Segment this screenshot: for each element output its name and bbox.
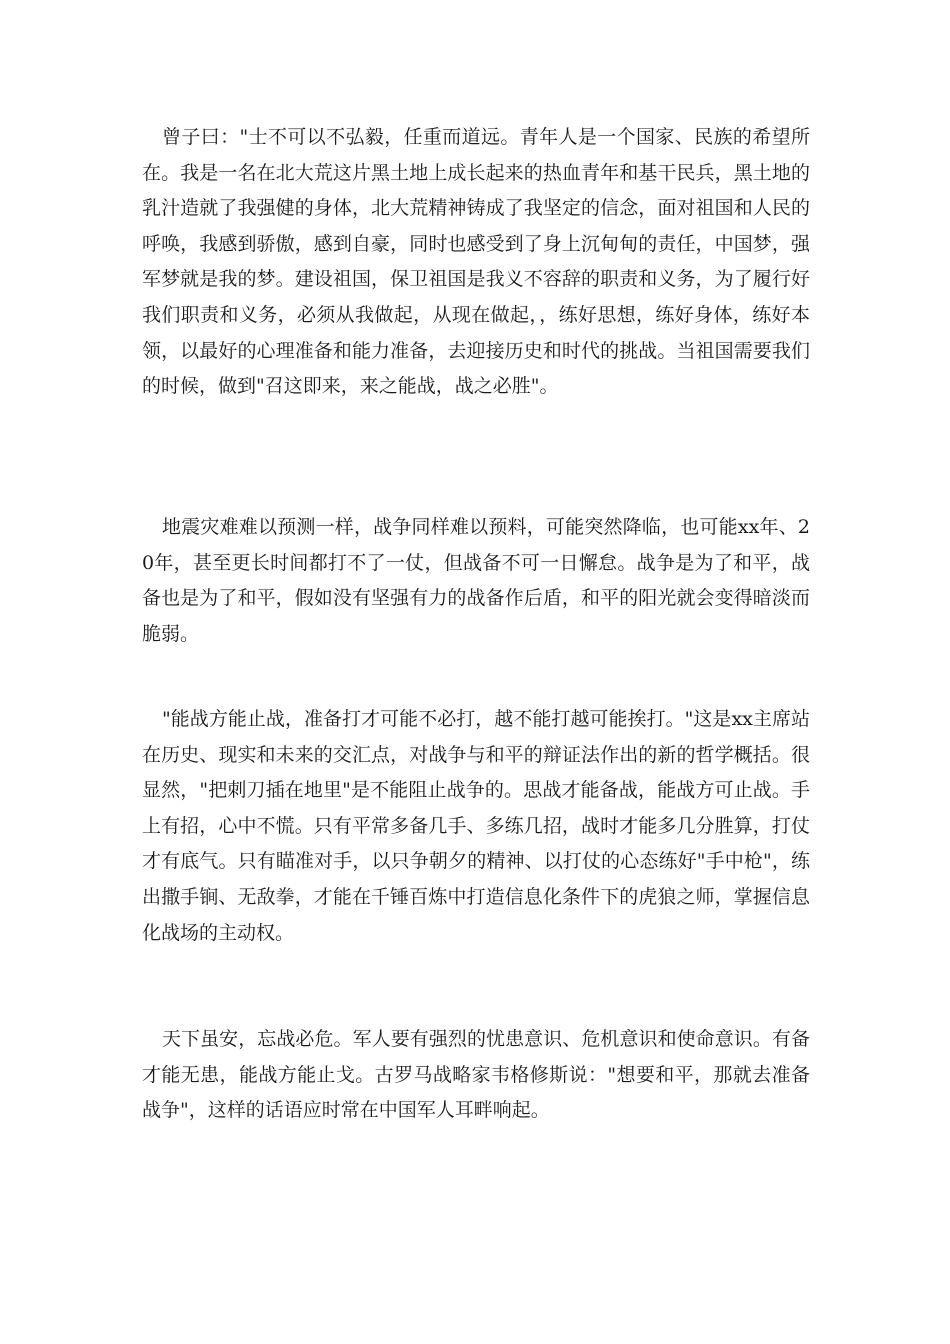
paragraph-1: 曾子曰："士不可以不弘毅，任重而道远。青年人是一个国家、民族的希望所在。我是一名在北大荒这片黑土地上成长起来的热血青年和基干民兵，黑土地的乳汁造就了我强健的身体，北大荒精神铸成了我坚定的信念，面对祖国和人民的呼唤，我感到骄傲，感到自豪，同时也感受到了身上沉甸甸的责任，中国梦，强军梦就是我的梦。建设祖国，保卫祖国是我义不容辞的职责和义务，为了履行好我们职责和义务，必须从我做起，从现在做起，，练好思想，练好身体，练好本领，以最好的心理准备和能力准备，去迎接历史和时代的挑战。当祖国需要我们的时候，做到"召这即来，来之能战，战之必胜"。 xyxy=(142,126,810,398)
paragraph-3: "能战方能止战，准备打才可能不必打，越不能打越可能挨打。"这是xx主席站在历史、现实和未来的交汇点，对战争与和平的辩证法作出的新的哲学概括。很显然，"把刺刀插在地里"是不能阻止战争的。思战才能备战，能战方可止战。手上有招，心中不慌。只有平常多备几手、多练几招，战时才能多几分胜算，打仗才有底气。只有瞄准对手，以只争朝夕的精神、以打仗的心态练好"手中枪"，练出撒手锏、无敌拳，才能在千锤百炼中打造信息化条件下的虎狼之师，掌握信息化战场的主动权。 xyxy=(142,708,810,944)
paragraph-4: 天下虽安，忘战必危。军人要有强烈的忧患意识、危机意识和使命意识。有备才能无患，能战方能止戈。古罗马战略家韦格修斯说："想要和平，那就去准备战争"，这样的话语应时常在中国军人耳畔响起。 xyxy=(142,1028,810,1122)
paragraph-2: 地震灾难难以预测一样，战争同样难以预料，可能突然降临，也可能xx年、20年，甚至更长时间都打不了一仗，但战备不可一日懈怠。战争是为了和平，战备也是为了和平，假如没有坚强有力的战备作后盾，和平的阳光就会变得暗淡而脆弱。 xyxy=(142,516,810,645)
